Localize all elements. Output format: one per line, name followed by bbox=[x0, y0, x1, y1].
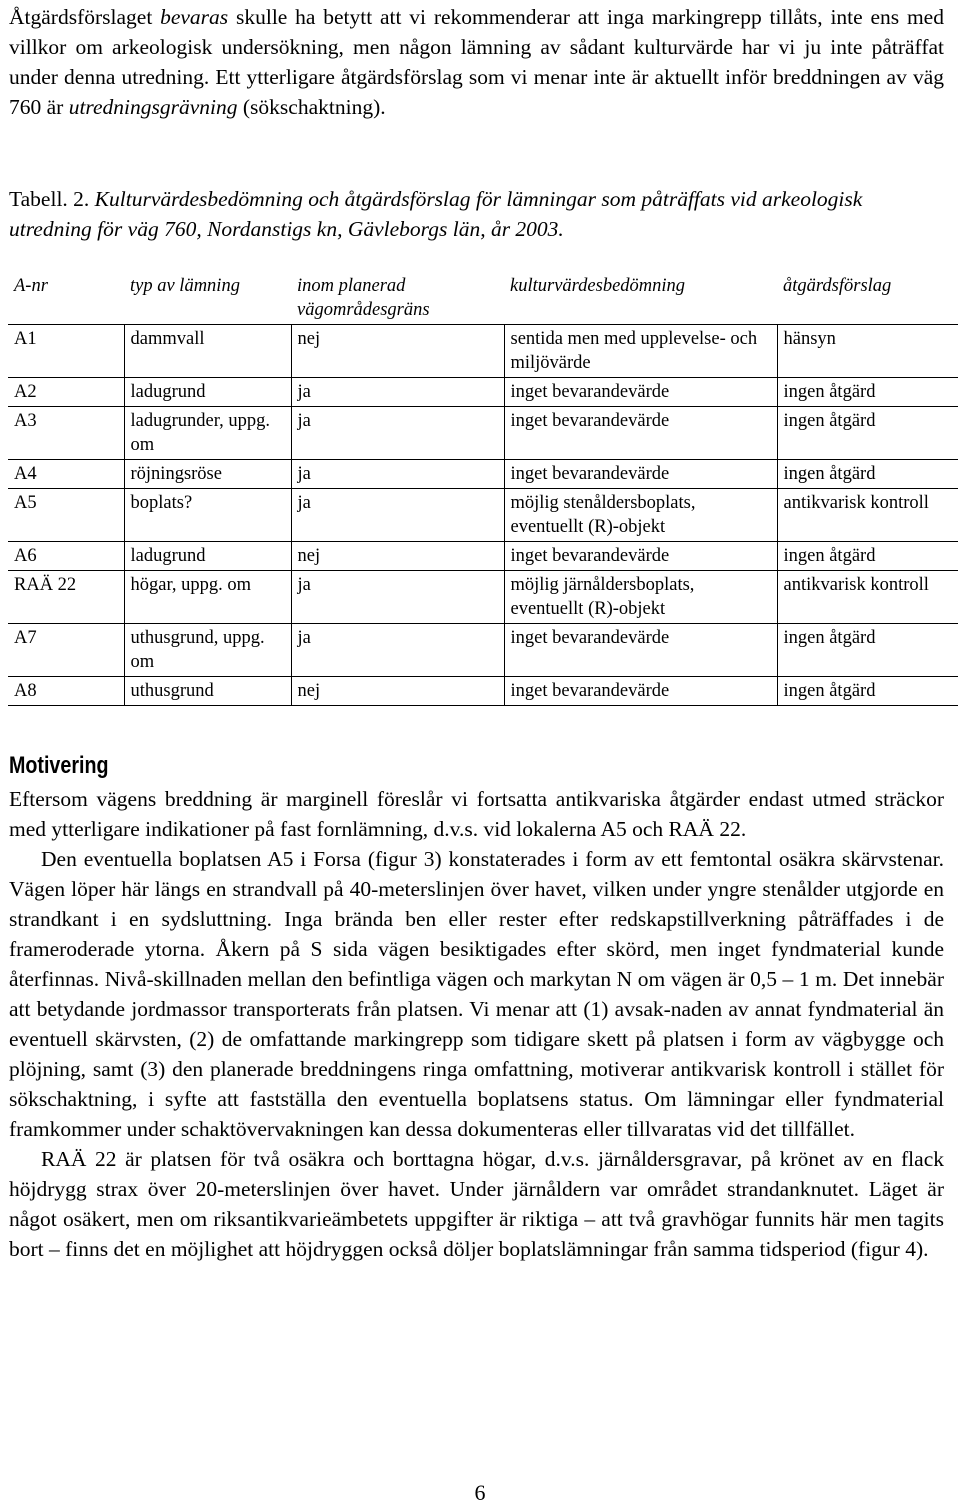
header-anr: A-nr bbox=[8, 272, 124, 325]
motivering-section bbox=[9, 784, 944, 1264]
cell-typ: dammvall bbox=[124, 325, 291, 378]
cell-atgard: hänsyn bbox=[777, 325, 958, 378]
cell-anr: A7 bbox=[8, 624, 124, 677]
cell-typ: uthusgrund bbox=[124, 677, 291, 706]
cell-inom: ja bbox=[291, 407, 504, 460]
intro-text-3: (sökschaktning). bbox=[237, 95, 386, 119]
table-row bbox=[8, 542, 958, 571]
table-caption bbox=[9, 184, 944, 244]
header-inom: inom planerad vägområdesgräns bbox=[291, 272, 504, 325]
table-row bbox=[8, 460, 958, 489]
motivering-paragraph-3: RAÄ 22 är platsen för två osäkra och borttagna högar, d.v.s. järnåldersgravar, på krönet av en flack höjdrygg strax över 20-meterslinjen över havet. Under järnåldern var området strandanknutet. Läget är något osäkert, men om riksantikvarieämbetets uppgifter är riktiga – att två gravhögar funnits här men tagits bort – finns det en möjlighet att höjdryggen också döljer boplatslämningar från samma tidsperiod (figur 4). bbox=[9, 1147, 944, 1261]
cell-kulturvarde: möjlig stenåldersboplats, eventuellt (R)-objekt bbox=[504, 489, 777, 542]
cell-kulturvarde: inget bevarandevärde bbox=[504, 677, 777, 706]
motivering-paragraph-2: Den eventuella boplatsen A5 i Forsa (figur 3) konstaterades i form av ett femtontal osäkra skärvstenar. Vägen löper här längs en strandvall på 40-meterslinjen över havet, vilken under yngre stenålder utgjorde en strandkant i en sydsluttning. Inga brända ben eller rester efter redskapstillverkning påträffades i de frameroderade ytorna. Åkern på S sida vägen besiktigades efter skörd, men inget fyndmaterial kunde återfinnas. Nivå-skillnaden mellan den befintliga vägen och markytan N om vägen är 0,5 – 1 m. Det innebär att betydande jordmassor transporterats från platsen. Vi menar att (1) avsak-naden av annat fyndmaterial än eventuell skärvsten, (2) de omfattande markingrepp som tidigare skett på platsen i form av vägbygge och plöjning, samt (3) den planerade breddningens ringa omfattning, motiverar antikvarisk kontroll i stället för sökschaktning, i syfte att fastställa den eventuella boplatsens status. Om lämningar eller fyndmaterial framkommer under schaktövervakningen kan dessa dokumenteras eller tillvaratas vid det tillfället. bbox=[9, 847, 944, 1141]
cell-inom: ja bbox=[291, 378, 504, 407]
cell-inom: nej bbox=[291, 325, 504, 378]
cell-atgard: ingen åtgärd bbox=[777, 460, 958, 489]
cell-kulturvarde: inget bevarandevärde bbox=[504, 378, 777, 407]
cell-atgard: ingen åtgärd bbox=[777, 542, 958, 571]
table-header-row bbox=[8, 272, 958, 325]
cell-typ: uthusgrund, uppg. om bbox=[124, 624, 291, 677]
caption-text: Kulturvärdesbedömning och åtgärdsförslag för lämningar som påträffats vid arkeologisk utredning för väg 760, Nordanstigs kn, Gävleborgs län, år 2003. bbox=[9, 187, 863, 241]
cell-atgard: ingen åtgärd bbox=[777, 378, 958, 407]
intro-paragraph bbox=[9, 2, 944, 122]
cell-anr: RAÄ 22 bbox=[8, 571, 124, 624]
table-row bbox=[8, 677, 958, 706]
cell-typ: röjningsröse bbox=[124, 460, 291, 489]
cell-atgard: ingen åtgärd bbox=[777, 677, 958, 706]
cell-kulturvarde: möjlig järnåldersboplats, eventuellt (R)-objekt bbox=[504, 571, 777, 624]
cell-typ: boplats? bbox=[124, 489, 291, 542]
header-kulturvarde: kulturvärdesbedömning bbox=[504, 272, 777, 325]
cell-inom: ja bbox=[291, 624, 504, 677]
cell-kulturvarde: inget bevarandevärde bbox=[504, 407, 777, 460]
motivering-paragraph-1: Eftersom vägens breddning är marginell föreslår vi fortsatta antikvariska åtgärder endast utmed sträckor med ytterligare indikationer på fast fornlämning, d.v.s. vid lokalerna A5 och RAÄ 22. bbox=[9, 787, 944, 841]
intro-emph-utredningsgravning: utredningsgrävning bbox=[68, 95, 238, 119]
cell-inom: ja bbox=[291, 460, 504, 489]
page-number: 6 bbox=[474, 1480, 486, 1505]
cell-anr: A8 bbox=[8, 677, 124, 706]
cell-inom: nej bbox=[291, 542, 504, 571]
table-row bbox=[8, 407, 958, 460]
cell-typ: ladugrund bbox=[124, 542, 291, 571]
cell-atgard: ingen åtgärd bbox=[777, 624, 958, 677]
cell-typ: ladugrunder, uppg. om bbox=[124, 407, 291, 460]
cell-atgard: antikvarisk kontroll bbox=[777, 571, 958, 624]
intro-emph-bevaras: bevaras bbox=[160, 5, 229, 29]
table-row bbox=[8, 489, 958, 542]
cell-anr: A3 bbox=[8, 407, 124, 460]
header-typ: typ av lämning bbox=[124, 272, 291, 325]
cell-kulturvarde: inget bevarandevärde bbox=[504, 460, 777, 489]
table-row bbox=[8, 325, 958, 378]
cell-atgard: antikvarisk kontroll bbox=[777, 489, 958, 542]
table-row bbox=[8, 378, 958, 407]
cell-kulturvarde: inget bevarandevärde bbox=[504, 624, 777, 677]
intro-text-1: Åtgärdsförslaget bbox=[9, 5, 161, 29]
header-atgard: åtgärdsförslag bbox=[777, 272, 958, 325]
cell-typ: högar, uppg. om bbox=[124, 571, 291, 624]
cell-inom: ja bbox=[291, 489, 504, 542]
cell-anr: A1 bbox=[8, 325, 124, 378]
cell-anr: A4 bbox=[8, 460, 124, 489]
cell-inom: ja bbox=[291, 571, 504, 624]
cell-anr: A5 bbox=[8, 489, 124, 542]
cell-kulturvarde: sentida men med upplevelse- och miljövärde bbox=[504, 325, 777, 378]
table-row bbox=[8, 624, 958, 677]
cell-typ: ladugrund bbox=[124, 378, 291, 407]
cell-atgard: ingen åtgärd bbox=[777, 407, 958, 460]
cell-anr: A2 bbox=[8, 378, 124, 407]
caption-label: Tabell. 2. bbox=[9, 187, 95, 211]
cell-anr: A6 bbox=[8, 542, 124, 571]
intro-text-2: skulle ha betytt att vi rekommenderar att inga markingrepp tillåts, inte ens med villkor om arkeologisk undersökning, men någon lämning av sådant kulturvärde har vi ju inte påträffat under denna utredning. Ett ytterligare åtgärdsförslag som vi menar inte är aktuellt inför breddningen av väg 760 är bbox=[9, 5, 944, 119]
table-row bbox=[8, 571, 958, 624]
cell-inom: nej bbox=[291, 677, 504, 706]
motivering-heading: Motivering bbox=[9, 752, 109, 779]
lamningar-table bbox=[8, 272, 958, 706]
cell-kulturvarde: inget bevarandevärde bbox=[504, 542, 777, 571]
